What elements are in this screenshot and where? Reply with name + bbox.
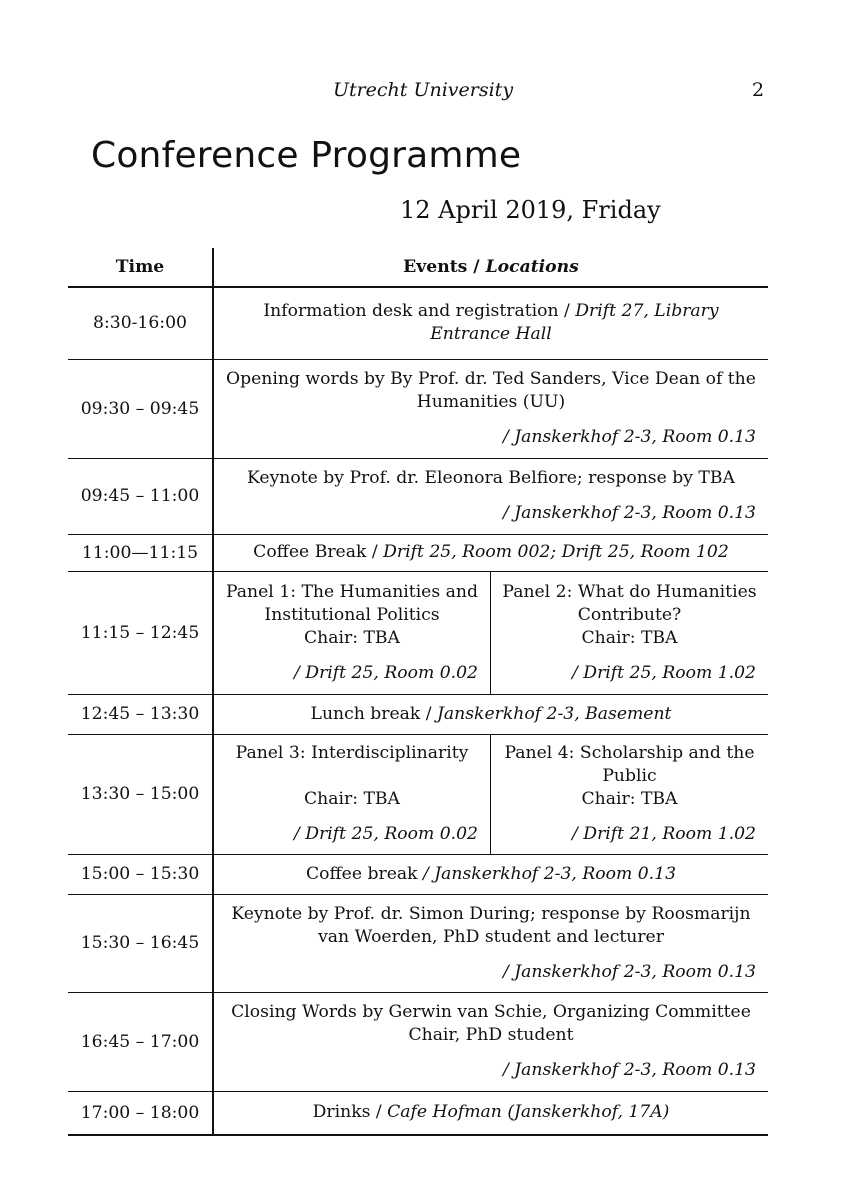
table-row xyxy=(68,571,768,694)
panel-title: Panel 4: Scholarship and the Public xyxy=(504,743,755,786)
page-title: Conference Programme xyxy=(91,135,522,176)
event-location: Cafe Hofman (Janskerkhof, 17A) xyxy=(387,1102,670,1123)
panel-location: / Drift 21, Room 1.02 xyxy=(572,824,756,844)
row-time: 11:00—11:15 xyxy=(68,534,213,571)
event-text: Keynote by Prof. dr. Eleonora Belfiore; response by TBA xyxy=(247,468,735,488)
panel-title: Panel 2: What do Humanities Contribute? xyxy=(502,581,757,625)
panel-location: / Drift 25, Room 0.02 xyxy=(294,824,478,844)
column-header-time: Time xyxy=(68,248,213,287)
event-text: Opening words by By Prof. dr. Ted Sanders, Vice Dean of the Humanities (UU) xyxy=(226,369,756,412)
row-time: 09:45 – 11:00 xyxy=(68,458,213,534)
event-text: Coffee break xyxy=(305,863,423,884)
panel-chair: Chair: TBA xyxy=(581,627,678,648)
row-time: 11:15 – 12:45 xyxy=(68,571,213,694)
column-header-events xyxy=(213,248,768,287)
event-location: / Janskerkhof 2-3, Room 0.13 xyxy=(502,961,756,982)
event-text: Keynote by Prof. dr. Simon During; response by Roosmarijn van Woerden, PhD student and lecturer xyxy=(231,903,751,947)
panel-title: Panel 3: Interdisciplinarity xyxy=(235,743,469,763)
programme-table xyxy=(68,248,768,1136)
header-university: Utrecht University xyxy=(332,79,514,101)
row-event xyxy=(213,992,768,1091)
event-location: Drift 27, Library Entrance Hall xyxy=(430,301,719,345)
event-text: Lunch break / xyxy=(310,703,438,724)
event-location: Drift 25, Room 002; Drift 25, Room 102 xyxy=(383,542,729,562)
event-location: / Janskerkhof 2-3, Room 0.13 xyxy=(502,1060,756,1080)
row-time: 16:45 – 17:00 xyxy=(68,992,213,1091)
event-text: Coffee Break / xyxy=(253,542,384,562)
table-row xyxy=(68,534,768,571)
page-number: 2 xyxy=(752,79,765,101)
table-row xyxy=(68,734,768,854)
events-label: Events / xyxy=(403,257,486,277)
panel-chair: Chair: TBA xyxy=(304,627,400,648)
event-location: Janskerkhof 2-3, Basement xyxy=(437,703,672,724)
locations-label: Locations xyxy=(485,257,579,277)
panel-cell-right xyxy=(491,571,769,694)
panel-cell-right xyxy=(491,734,769,854)
row-event xyxy=(213,458,768,534)
row-event xyxy=(213,534,768,571)
event-location: / Janskerkhof 2-3, Room 0.13 xyxy=(502,503,756,523)
event-location: / Janskerkhof 2-3, Room 0.13 xyxy=(423,863,677,884)
panel-cell-left xyxy=(213,571,491,694)
row-time: 15:30 – 16:45 xyxy=(68,894,213,992)
row-time: 8:30-16:00 xyxy=(68,287,213,359)
event-text: Information desk and registration / xyxy=(263,301,576,322)
panel-location: / Drift 25, Room 0.02 xyxy=(294,662,478,683)
row-time: 12:45 – 13:30 xyxy=(68,694,213,734)
panel-chair: Chair: TBA xyxy=(581,789,678,809)
row-time: 17:00 – 18:00 xyxy=(68,1091,213,1135)
event-location: / Janskerkhof 2-3, Room 0.13 xyxy=(502,427,756,447)
table-row xyxy=(68,992,768,1091)
row-event xyxy=(213,894,768,992)
table-row xyxy=(68,854,768,894)
row-time: 13:30 – 15:00 xyxy=(68,734,213,854)
table-row xyxy=(68,287,768,359)
event-text: Closing Words by Gerwin van Schie, Organizing Committee Chair, PhD student xyxy=(231,1002,751,1045)
table-row xyxy=(68,359,768,458)
panel-chair: Chair: TBA xyxy=(304,789,400,809)
table-header-row xyxy=(68,248,768,287)
table-row xyxy=(68,694,768,734)
table-row xyxy=(68,894,768,992)
table-row xyxy=(68,1091,768,1135)
table-row xyxy=(68,458,768,534)
panel-cell-left xyxy=(213,734,491,854)
row-time: 09:30 – 09:45 xyxy=(68,359,213,458)
row-event xyxy=(213,287,768,359)
panel-title: Panel 1: The Humanities and Institutional Politics xyxy=(226,581,478,625)
row-event xyxy=(213,854,768,894)
row-event xyxy=(213,359,768,458)
row-time: 15:00 – 15:30 xyxy=(68,854,213,894)
programme-date: 12 April 2019, Friday xyxy=(400,196,661,224)
row-event xyxy=(213,1091,768,1135)
panel-location: / Drift 25, Room 1.02 xyxy=(572,662,756,683)
row-event xyxy=(213,694,768,734)
event-text: Drinks / xyxy=(312,1102,388,1123)
